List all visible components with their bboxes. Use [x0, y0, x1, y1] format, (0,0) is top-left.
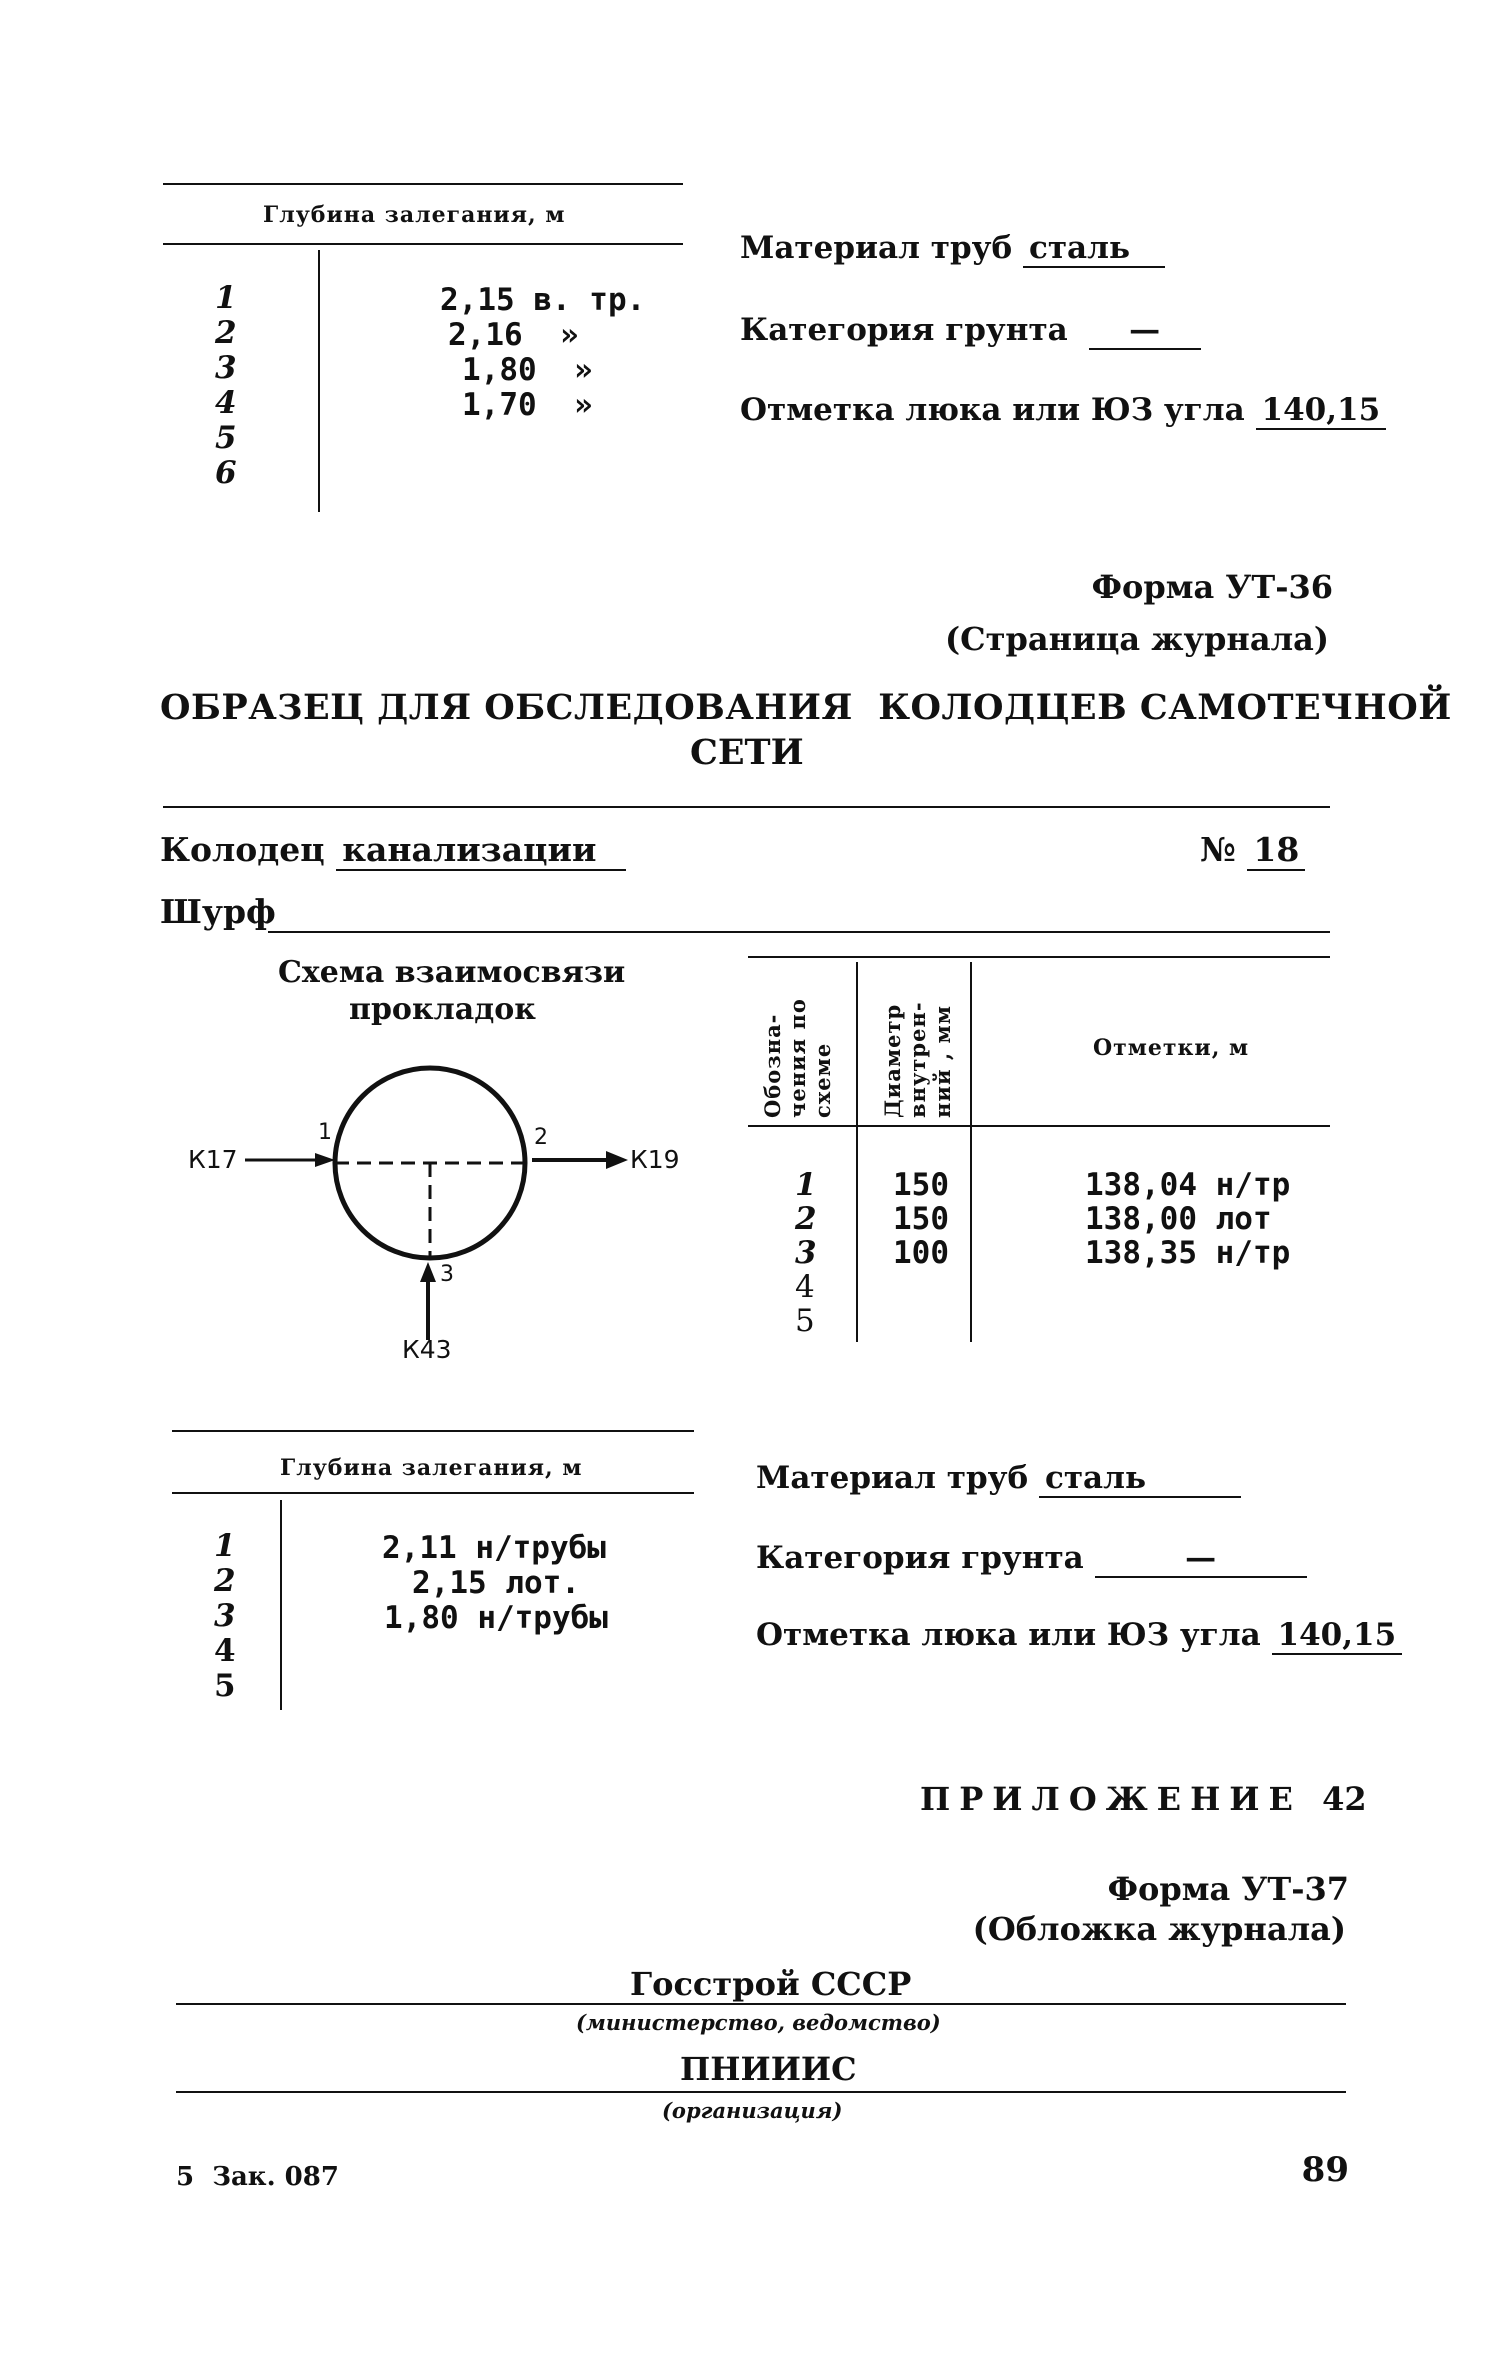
- pipes-header-designation: Обозна- чения по схеме: [760, 998, 835, 1118]
- pipe-number: 4: [795, 1269, 815, 1305]
- shurf-rule: [268, 931, 1330, 933]
- pipe-number: 2: [795, 1201, 817, 1237]
- row-number: 2: [215, 315, 237, 351]
- block1-header-rule: [163, 243, 683, 245]
- scheme-title-line2: прокладок: [349, 992, 536, 1027]
- row-number: 3: [214, 1598, 236, 1634]
- pipes-top-rule: [748, 956, 1330, 958]
- form37-code: Форма УТ-37: [1107, 1870, 1349, 1908]
- block1-header: Глубина залегания, м: [263, 202, 566, 228]
- soil-value: —: [1089, 312, 1201, 350]
- organization-caption: (организация): [662, 2098, 843, 2123]
- number-value: 18: [1247, 830, 1305, 871]
- number-label: №: [1200, 830, 1236, 869]
- block2-top-rule: [172, 1430, 694, 1432]
- scheme-diagram: [170, 1050, 690, 1370]
- block2-header: Глубина залегания, м: [280, 1455, 583, 1481]
- mark-label: Отметка люка или ЮЗ угла: [756, 1617, 1261, 1653]
- pipe-diameter: 100: [893, 1235, 949, 1271]
- pipe-mark: 138,35 н/тр: [1085, 1235, 1291, 1271]
- mark-label: Отметка люка или ЮЗ угла: [740, 392, 1245, 428]
- well-number: [1200, 830, 1305, 871]
- ministry-rule: [176, 2003, 1346, 2005]
- pipe-number: 3: [795, 1235, 817, 1271]
- outlet-right-arrow: [606, 1151, 628, 1169]
- block1-top-rule: [163, 183, 683, 185]
- scheme-point-1: 1: [318, 1120, 332, 1145]
- depth-value: 2,15 в. тр.: [440, 282, 646, 318]
- pipe-mark: 138,04 н/тр: [1085, 1167, 1291, 1203]
- shurf-label: Шурф: [160, 892, 276, 931]
- pipe-diameter: 150: [893, 1201, 949, 1237]
- organization-name: ПНИИИС: [680, 2050, 857, 2088]
- mark-value: 140,15: [1272, 1617, 1403, 1655]
- form36-title-line2: СЕТИ: [690, 732, 804, 773]
- depth-value: 2,15 лот.: [412, 1565, 580, 1601]
- page-number: 89: [1301, 2150, 1349, 2190]
- soil-label: Категория грунта: [756, 1540, 1084, 1576]
- material-label: Материал труб: [740, 230, 1013, 266]
- well-value: канализации: [336, 830, 626, 871]
- row-number: 5: [215, 420, 237, 456]
- form37-subtitle: (Обложка журнала): [972, 1910, 1346, 1948]
- block1-soil-line: [740, 312, 1201, 350]
- scheme-label-bottom: К43: [402, 1335, 452, 1364]
- depth-value: 2,11 н/трубы: [382, 1530, 606, 1566]
- form36-title-line1: ОБРАЗЕЦ ДЛЯ ОБСЛЕДОВАНИЯ КОЛОДЦЕВ САМОТЕЧНОЙ: [160, 687, 1452, 728]
- block2-column-divider: [280, 1500, 282, 1710]
- depth-value: 2,16 »: [448, 317, 579, 353]
- row-number: 6: [215, 455, 237, 491]
- row-number: 1: [214, 1528, 236, 1564]
- ministry-caption: (министерство, ведомство): [576, 2010, 941, 2035]
- row-number: 1: [215, 280, 237, 316]
- pipes-divider-2: [970, 962, 972, 1342]
- inlet-left-arrow: [315, 1153, 335, 1167]
- scheme-title-line1: Схема взаимосвязи: [278, 955, 626, 990]
- row-number: 3: [215, 350, 237, 386]
- ministry-name: Госстрой СССР: [630, 1965, 912, 2003]
- scheme-label-left: К17: [188, 1145, 238, 1174]
- row-number: 2: [214, 1563, 236, 1599]
- pipe-number: 1: [795, 1167, 817, 1203]
- block2-material-line: [756, 1460, 1241, 1498]
- organization-rule: [176, 2091, 1346, 2093]
- pipe-number: 5: [795, 1303, 815, 1339]
- well-line: [160, 830, 626, 871]
- form36-subtitle: (Страница журнала): [945, 620, 1329, 658]
- block1-material-line: [740, 230, 1165, 268]
- appendix-title: ПРИЛОЖЕНИЕ: [920, 1780, 1302, 1818]
- well-top-rule: [163, 806, 1330, 808]
- material-value: сталь: [1023, 230, 1165, 268]
- block2-soil-line: [756, 1540, 1307, 1578]
- footer-print-note: 5 Зак. 087: [176, 2162, 339, 2192]
- pipes-header-diameter: Диаметр внутрен- ний , мм: [880, 1001, 955, 1118]
- scheme-point-2: 2: [534, 1125, 548, 1150]
- pipes-divider-1: [856, 962, 858, 1342]
- inlet-bottom-arrow: [420, 1262, 436, 1282]
- appendix-heading: [920, 1780, 1367, 1818]
- scheme-label-right: К19: [630, 1145, 680, 1174]
- scheme-point-3: 3: [440, 1262, 454, 1287]
- block1-mark-line: [740, 392, 1386, 430]
- appendix-number: 42: [1322, 1780, 1367, 1818]
- pipes-header-rule: [748, 1125, 1330, 1127]
- pipe-diameter: 150: [893, 1167, 949, 1203]
- well-label: Колодец: [160, 830, 325, 869]
- material-label: Материал труб: [756, 1460, 1029, 1496]
- depth-value: 1,80 »: [462, 352, 593, 388]
- pipes-header-marks: Отметки, м: [1093, 1035, 1250, 1061]
- depth-value: 1,80 н/трубы: [384, 1600, 608, 1636]
- pipe-mark: 138,00 лот: [1085, 1201, 1272, 1237]
- row-number: 5: [214, 1668, 236, 1704]
- soil-value: —: [1095, 1540, 1307, 1578]
- block1-column-divider: [318, 250, 320, 512]
- row-number: 4: [214, 1633, 236, 1669]
- row-number: 4: [215, 385, 237, 421]
- depth-value: 1,70 »: [462, 387, 593, 423]
- block2-header-rule: [172, 1492, 694, 1494]
- block2-mark-line: [756, 1617, 1402, 1655]
- material-value: сталь: [1039, 1460, 1241, 1498]
- mark-value: 140,15: [1256, 392, 1387, 430]
- form36-code: Форма УТ-36: [1091, 568, 1333, 606]
- soil-label: Категория грунта: [740, 312, 1068, 348]
